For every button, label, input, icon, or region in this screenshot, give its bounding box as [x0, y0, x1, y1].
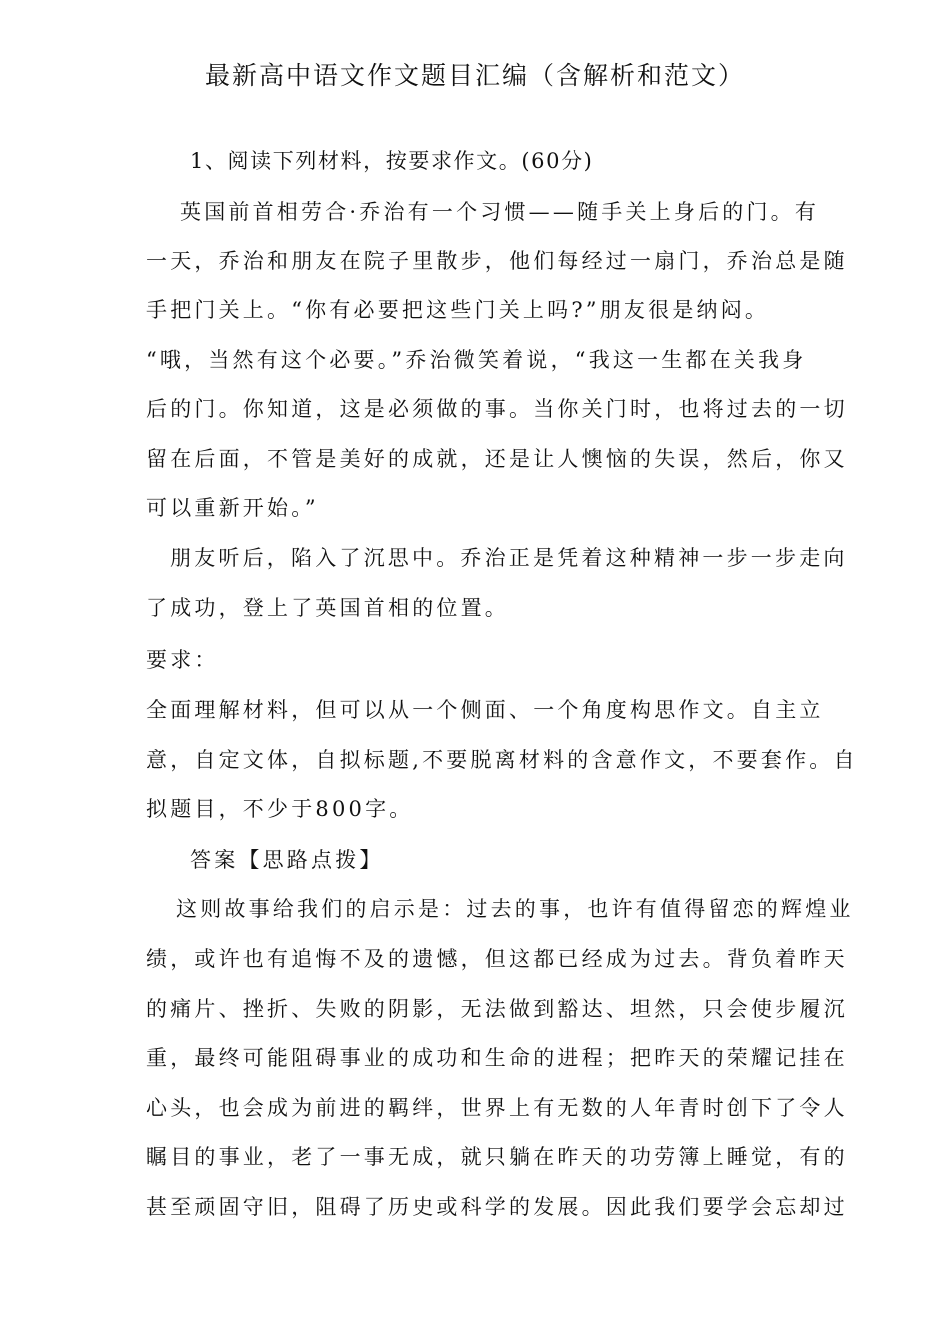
paragraph-line: 了成功，登上了英国首相的位置。	[146, 596, 509, 620]
paragraph-line: 朋友听后，陷入了沉思中。乔治正是凭着这种精神一步一步走向	[170, 546, 848, 570]
answer-heading: 答案【思路点拨】	[190, 848, 384, 872]
paragraph-line: 英国前首相劳合·乔治有一个习惯——随手关上身后的门。有	[180, 200, 820, 224]
document-title: 最新高中语文作文题目汇编（含解析和范文）	[204, 61, 745, 90]
paragraph-line: 瞩目的事业，老了一事无成，就只躺在昨天的功劳簿上睡觉，有的	[146, 1145, 848, 1169]
paragraph-line: 留在后面，不管是美好的成就，还是让人懊恼的失误，然后，你又	[146, 447, 848, 471]
paragraph-line: 手把门关上。“你有必要把这些门关上吗?”朋友很是纳闷。	[146, 298, 770, 322]
paragraph-line: 这则故事给我们的启示是：过去的事，也许有值得留恋的辉煌业	[176, 897, 854, 921]
paragraph-line: 拟题目，不少于800字。	[146, 797, 414, 821]
paragraph-line: 的痛片、挫折、失败的阴影，无法做到豁达、坦然，只会使步履沉	[146, 997, 848, 1021]
paragraph-line: 甚至顽固守旧，阻碍了历史或科学的发展。因此我们要学会忘却过	[146, 1195, 848, 1219]
paragraph-line: 一天，乔治和朋友在院子里散步，他们每经过一扇门，乔治总是随	[146, 249, 848, 273]
paragraph-line: 意，自定文体，自拟标题,不要脱离材料的含意作文，不要套作。自	[146, 748, 858, 772]
paragraph-line: 绩，或许也有追悔不及的遗憾，但这都已经成为过去。背负着昨天	[146, 947, 848, 971]
paragraph-line: 重，最终可能阻碍事业的成功和生命的进程；把昨天的荣耀记挂在	[146, 1046, 848, 1070]
paragraph-line: 后的门。你知道，这是必须做的事。当你关门时，也将过去的一切	[146, 397, 848, 421]
paragraph-line: 全面理解材料，但可以从一个侧面、一个角度构思作文。自主立	[146, 698, 824, 722]
paragraph-line: 可以重新开始。”	[146, 496, 319, 520]
paragraph-line: 心头，也会成为前进的羁绊，世界上有无数的人年青时创下了令人	[146, 1096, 848, 1120]
question-heading: 1、阅读下列材料，按要求作文。(60分)	[190, 149, 594, 173]
requirements-label: 要求：	[146, 648, 219, 672]
paragraph-line: “哦，当然有这个必要。”乔治微笑着说，“我这一生都在关我身	[146, 348, 807, 372]
